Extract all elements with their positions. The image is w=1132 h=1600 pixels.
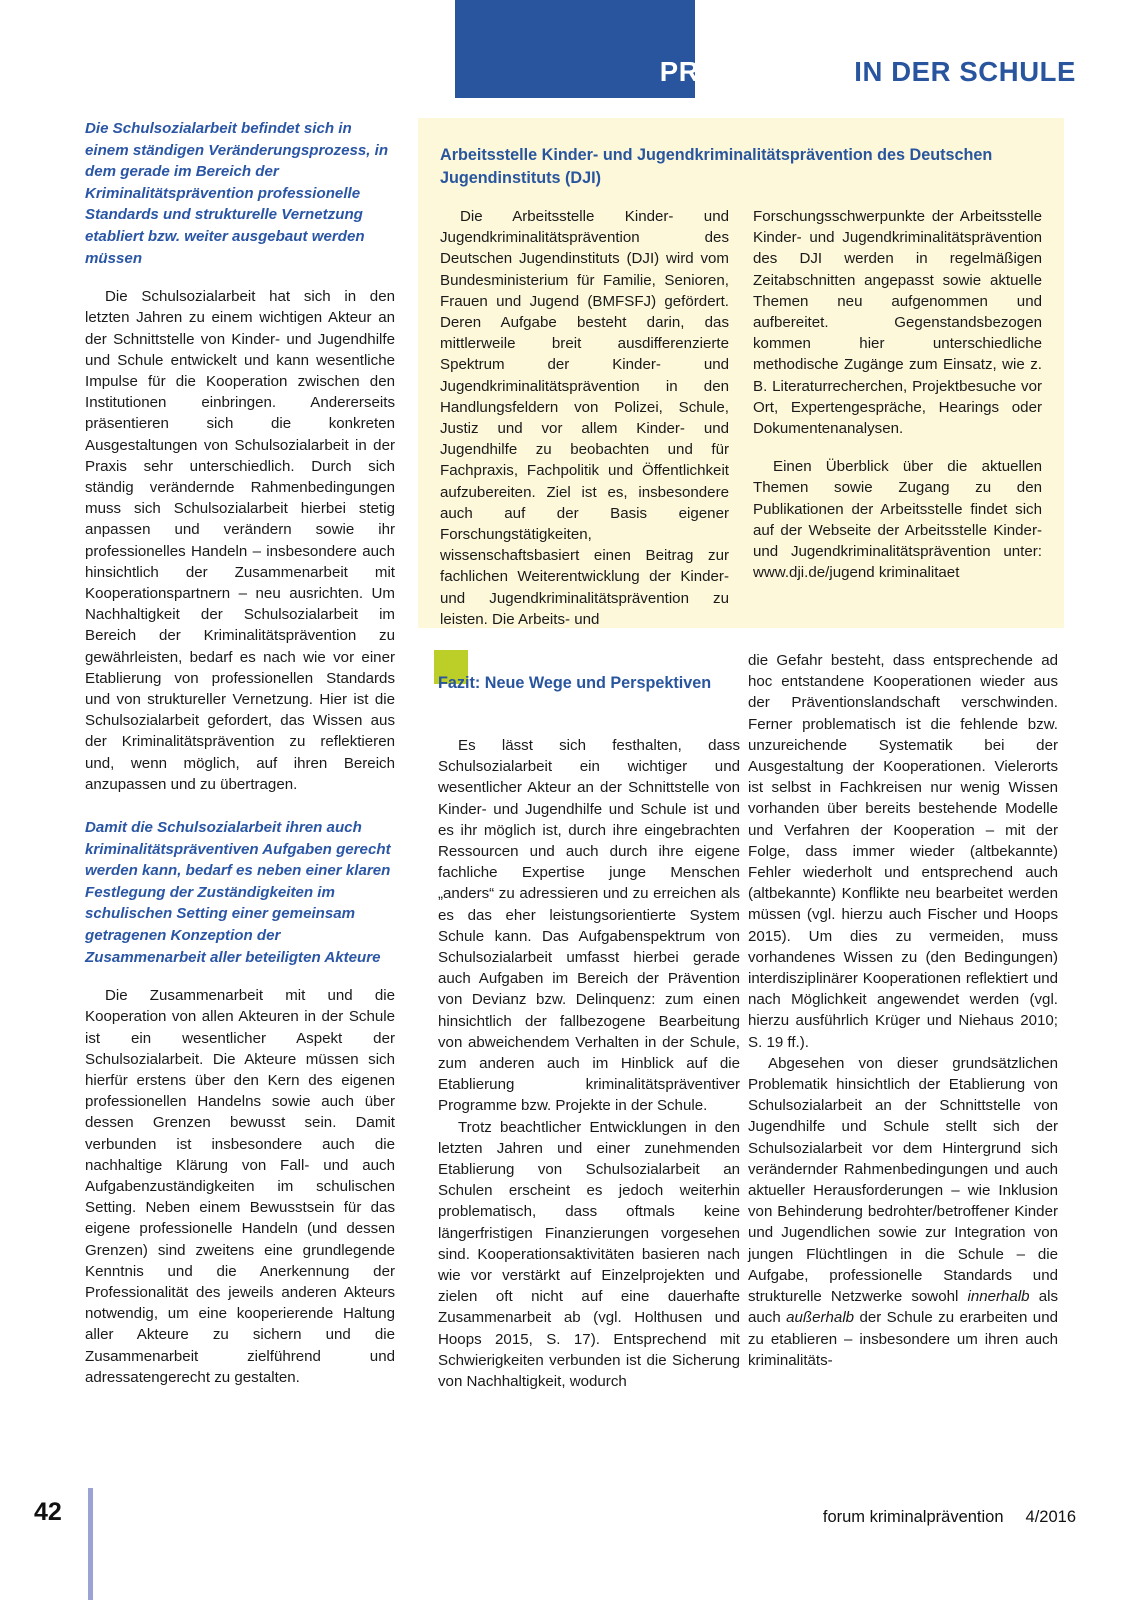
column-3-p2-part-3: der Schule zu erarbeiten und zu etablieren – insbesondere um ihren auch kriminalitäts- xyxy=(748,1309,1058,1369)
column-1-paragraph-2: Die Zusammenarbeit mit und die Kooperation von allen Akteuren in der Schule ist ein wesentlicher Aspekt der Schulsozialarbeit. Die Akteure müssen sich hierfür erstens über den Kern des eigenen professionellen Handelns sowie auch über dessen Grenzen bewusst sein. Damit verbunden ist insbesondere auch die nachhaltige Klärung von Fall- und auch Aufgabenzuständigkeiten im schulischen Setting. Neben einem Bewusstsein für das eigene professionelle Handeln (und dessen Grenzen) sind zweitens eine grundlegende Kenntnis und die Anerkennung der Professionalität des jeweils anderen Akteurs notwendig, um eine kooperierende Haltung aller Akteure zu sichern und die Zusammenarbeit zielführend und adressatengerecht zu gestalten. xyxy=(85,987,395,1386)
footer-publication-info xyxy=(823,1508,1076,1527)
lead-quote-2: Damit die Schulsozialarbeit ihren auch kriminalitätspräventiven Aufgaben gerecht werden kann, bedarf es neben einer klaren Festlegung der Zuständigkeiten im schulischen Setting einer gemeinsam getragenen Konzeption der Zusammenarbeit aller beteiligten Akteure xyxy=(85,819,391,966)
article-column-3 xyxy=(748,650,1058,1371)
info-box-right-paragraph-1: Forschungsschwerpunkte der Arbeitsstelle Kinder- und Jugendkriminalitätsprävention des DJI werden in regelmäßigen Zeitabschnitten angepasst sowie aktuelle Themen neu aufgenommen und aufbereitet. Gegenstandsbezogen kommen hier unterschiedliche methodische Zugänge zum Einsatz, wie z. B. Literaturrecherchen, Projektbesuche vor Ort, Expertengespräche, Hearings oder Dokumentenanalysen. xyxy=(753,208,1042,438)
info-box-column-right xyxy=(753,206,1042,630)
footer-vertical-rule xyxy=(88,1488,93,1600)
article-column-1 xyxy=(85,118,395,1388)
publication-name: forum kriminalprävention xyxy=(822,1508,1004,1526)
column-3-paragraph-1: die Gefahr besteht, dass entsprechende ad hoc entstandene Kooperationen wieder aus der Präventionslandschaft verschwinden. Ferner problematisch ist die fehlende bzw. unzureichende Systematik bei der Ausgestaltung der Kooperationen. Vielerorts ist selbst in Fachkreisen nur wenig Wissen vorhanden über bereits bestehende Modelle und Verfahren der Kooperation – mit der Folge, dass immer wieder (altbekannte) Fehler wiederholt und entsprechend auch (altbekannte) Konflikte neu bearbeitet werden müssen (vgl. hierzu auch Fischer und Hoops 2015). Um dies zu vermeiden, muss vorhandenes Wissen zu (den Bedingungen) interdisziplinärer Kooperationen reflektiert und nach Möglichkeit angewendet werden (vgl. hierzu ausführlich Krüger und Niehaus 2010; S. 19 ff.). xyxy=(748,652,1058,1051)
column-1-paragraph-1: Die Schulsozialarbeit hat sich in den letzten Jahren zu einem wichtigen Akteur an der Schnittstelle von Kinder- und Jugendhilfe und Schule entwickelt und kann wesentliche Impulse für die Kooperation zwischen den Institutionen einbringen. Andererseits präsentieren sich die konkreten Ausgestaltungen von Schulsozialarbeit in der Praxis sehr unterschiedlich. Durch sich ständig verändernde Rahmenbedingungen muss sich Schulsozialarbeit hierbei stetig anpassen und verändern sowie ihr professionelles Handeln – insbesondere auch hinsichtlich der Zusammenarbeit mit Kooperationspartnern – neu ausrichten. Um Nachhaltigkeit der Schulsozialarbeit im Bereich der Kriminalitätsprävention zu gewährleisten, bedarf es nach wie vor einer Etablierung von professionellen Standards und von struktureller Vernetzung. Hier ist die Schulsozialarbeit gefordert, das Wissen aus der Kriminalitätsprävention zu reflektieren und, wenn möglich, auf ihren Bereich anzupassen und zu übertragen. xyxy=(85,288,395,793)
column-3-p2-part-1: Abgesehen von dieser grundsätzlichen Problematik hinsichtlich der Etablierung von Schulsozialarbeit an der Schnittstelle von Jugendhilfe und Schule stellt sich der Schulsozialarbeit vor dem Hintergrund sich verändernder Rahmenbedingungen und auch aktueller Herausforderungen – wie Inklusion von Behinderung bedrohter/betroffener Kinder und Jugendlichen sowie zur Integration von jungen Flüchtlingen in die Schule – die Aufgabe, professionelle Standards und strukturelle Netzwerke sowohl xyxy=(748,1054,1058,1306)
page-footer xyxy=(0,1470,1132,1600)
column-3-emphasis-innerhalb: innerhalb xyxy=(967,1288,1030,1306)
column-3-emphasis-ausserhalb: außerhalb xyxy=(786,1309,855,1327)
info-box-dji xyxy=(418,118,1064,628)
section-heading-text: Fazit: Neue Wege und Perspektiven xyxy=(438,674,712,692)
info-box-columns xyxy=(440,206,1042,630)
column-3-p2-part-2: als auch xyxy=(748,1288,1058,1327)
column-3-paragraph-2 xyxy=(748,1053,1058,1371)
page-title xyxy=(0,56,1076,88)
page-title-highlight: PRÄVENTION xyxy=(659,56,847,87)
article-column-2 xyxy=(438,735,740,1392)
info-box-right-paragraph-2: Einen Überblick über die aktuellen Themen sowie Zugang zu den Publikationen der Arbeitsstelle findet sich auf der Webseite der Arbeitsstelle Kinder- und Jugendkriminalitätsprävention unter: www.dji.de/jugend kriminalitaet xyxy=(753,458,1042,582)
info-box-title: Arbeitsstelle Kinder- und Jugendkriminalitätsprävention des Deutschen Jugendinstituts (DJI) xyxy=(440,146,993,187)
lead-quote-1: Die Schulsozialarbeit befindet sich in einem ständigen Veränderungsprozess, in dem gerade im Bereich der Kriminalitätsprävention professionelle Standards und strukturelle Vernetzung etabliert bzw. weiter ausgebaut werden müssen xyxy=(85,120,389,267)
page-header xyxy=(0,0,1132,100)
page-number: 42 xyxy=(34,1498,62,1526)
column-2-paragraph-2: Trotz beachtlicher Entwicklungen in den letzten Jahren und einer zunehmenden Etablierung von Schulsozialarbeit an Schulen erscheint es jedoch weiterhin problematisch, dass oftmals keine längerfristigen Finanzierungen vorgesehen sind. Kooperationsaktivitäten basieren nach wie vor verstärkt auf Einzelprojekten und zielen oft nicht auf eine dauerhafte Zusammenarbeit ab (vgl. Holthusen und Hoops 2015, S. 17). Entsprechend mit Schwierigkeiten verbunden ist die Sicherung von Nachhaltigkeit, wodurch xyxy=(438,1118,740,1391)
publication-issue: 4/2016 xyxy=(1025,1508,1076,1526)
page-title-rest: IN DER SCHULE xyxy=(846,56,1076,87)
info-box-column-left xyxy=(440,206,729,630)
column-2-paragraph-1: Es lässt sich festhalten, dass Schulsozialarbeit ein wichtiger und wesentlicher Akteur an der Schnittstelle von Kinder- und Jugendhilfe und Schule ist und es ihr möglich ist, durch ihre eingebrachten Ressourcen und auch durch ihre eigene fachliche Expertise junge Menschen „anders“ zu adressieren und zu erreichen als es das eher leistungsorientierte System Schule kann. Das Aufgabenspektrum von Schulsozialarbeit umfasst hierbei gerade auch Aufgaben im Bereich der Prävention von Devianz bzw. Delinquenz: zum einen hinsichtlich der fallbezogene Bearbeitung von abweichendem Verhalten in der Schule, zum anderen auch im Hinblick auf die Etablierung kriminalitätspräventiver Programme bzw. Projekte in der Schule. xyxy=(438,737,740,1115)
info-box-left-paragraph: Die Arbeitsstelle Kinder- und Jugendkriminalitätsprävention des Deutschen Jugendinstituts (DJI) wird vom Bundesministerium für Familie, Senioren, Frauen und Jugend (BMFSFJ) gefördert. Deren Aufgabe besteht darin, das mittlerweile breit ausdifferenzierte Spektrum der Kinder- und Jugendkriminalitätsprävention in den Handlungsfeldern von Polizei, Schule, Justiz und vor allem Kinder- und Jugendhilfe zu beobachten und für Fachpraxis, Fachpolitik und Öffentlichkeit aufzubereiten. Ziel ist es, insbesondere auch auf der Basis eigener Forschungstätigkeiten, wissenschaftsbasiert einen Beitrag zur fachlichen Weiterentwicklung der Kinder- und Jugendkriminalitätsprävention zu leisten. Die Arbeits- und xyxy=(440,208,729,628)
